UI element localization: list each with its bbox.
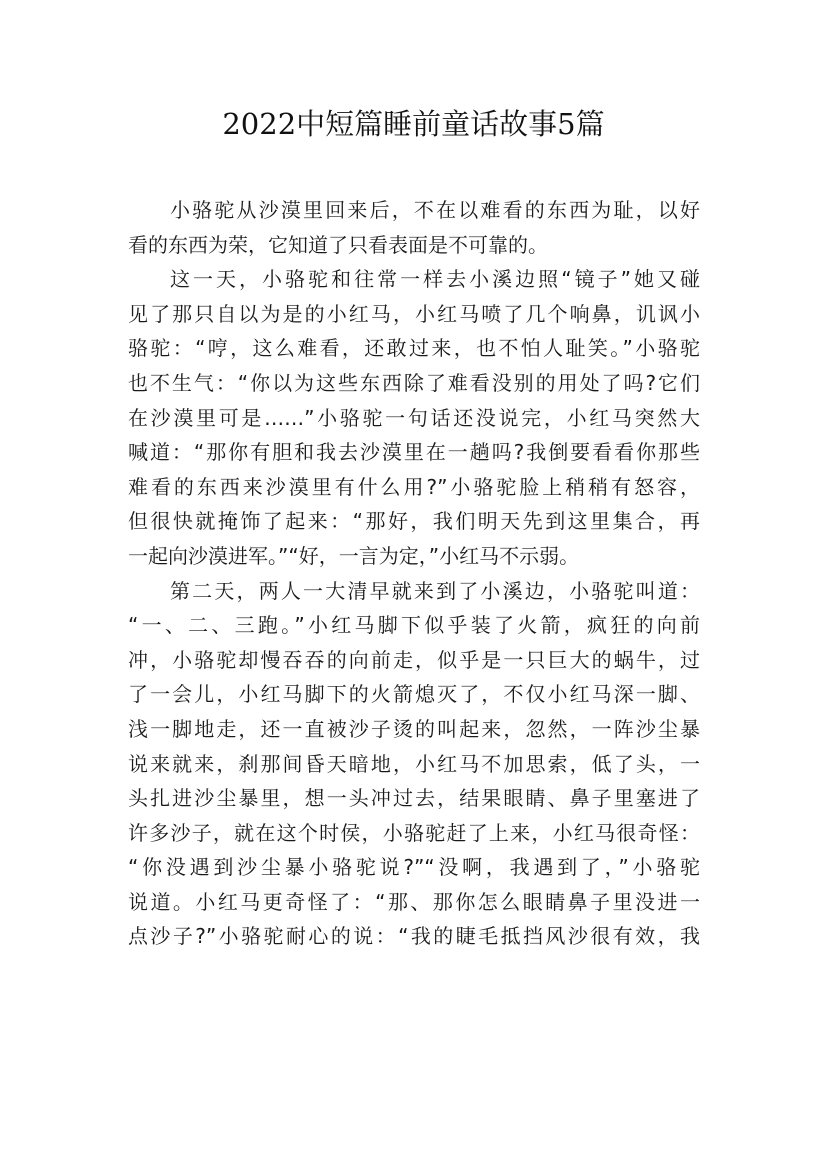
text-line: 见了那只自以为是的小红马，小红马喷了几个响鼻，讥讽小 (128, 301, 700, 326)
text-line: 但很快就掩饰了起来：“那好，我们明天先到这里集合，再 (128, 509, 700, 534)
text-line: 喊道：“那你有胆和我去沙漠里在一趟吗?我倒要看看你那些 (128, 440, 700, 465)
text-line: 许多沙子，就在这个时侯，小骆驼赶了上来，小红马很奇怪： (128, 820, 700, 845)
text-line: 一起向沙漠进军。”“好，一言为定，”小红马不示弱。 (128, 543, 580, 568)
text-line: 在沙漠里可是……”小骆驼一句话还没说完，小红马突然大 (128, 405, 700, 430)
text-line: “一、二、三跑。”小红马脚下似乎装了火箭，疯狂的向前 (128, 613, 700, 638)
text-line: 说来就来，刹那间昏天暗地，小红马不加思索，低了头，一 (128, 751, 700, 776)
text-line: 看的东西为荣，它知道了只看表面是不可靠的。 (128, 232, 548, 257)
text-line: “你没遇到沙尘暴小骆驼说?”“没啊，我遇到了，”小骆驼 (128, 855, 700, 880)
text-line: 点沙子?”小骆驼耐心的说：“我的睫毛抵挡风沙很有效，我 (128, 924, 700, 949)
text-line: 第二天，两人一大清早就来到了小溪边，小骆驼叫道： (170, 578, 700, 603)
text-line: 小骆驼从沙漠里回来后，不在以难看的东西为耻，以好 (170, 198, 700, 222)
text-line: 这一天，小骆驼和往常一样去小溪边照“镜子”她又碰 (170, 267, 700, 292)
text-line: 骆驼：“哼，这么难看，还敢过来，也不怕人耻笑。”小骆驼 (128, 336, 700, 361)
text-line: 说道。小红马更奇怪了：“那、那你怎么眼睛鼻子里没进一 (128, 889, 700, 914)
text-line: 也不生气：“你以为这些东西除了难看没别的用处了吗?它们 (128, 370, 700, 395)
text-line: 了一会儿，小红马脚下的火箭熄灭了，不仅小红马深一脚、 (128, 682, 700, 707)
text-line: 冲，小骆驼却慢吞吞的向前走，似乎是一只巨大的蜗牛，过 (128, 647, 700, 672)
text-line: 浅一脚地走，还一直被沙子烫的叫起来，忽然，一阵沙尘暴 (128, 716, 700, 741)
story-body (128, 193, 700, 954)
text-line: 难看的东西来沙漠里有什么用?”小骆驼脸上稍稍有怒容， (128, 474, 700, 499)
text-line: 头扎进沙尘暴里，想一头冲过去，结果眼睛、鼻子里塞进了 (128, 786, 700, 811)
document-title: 2022中短篇睡前童话故事5篇 (222, 107, 605, 141)
